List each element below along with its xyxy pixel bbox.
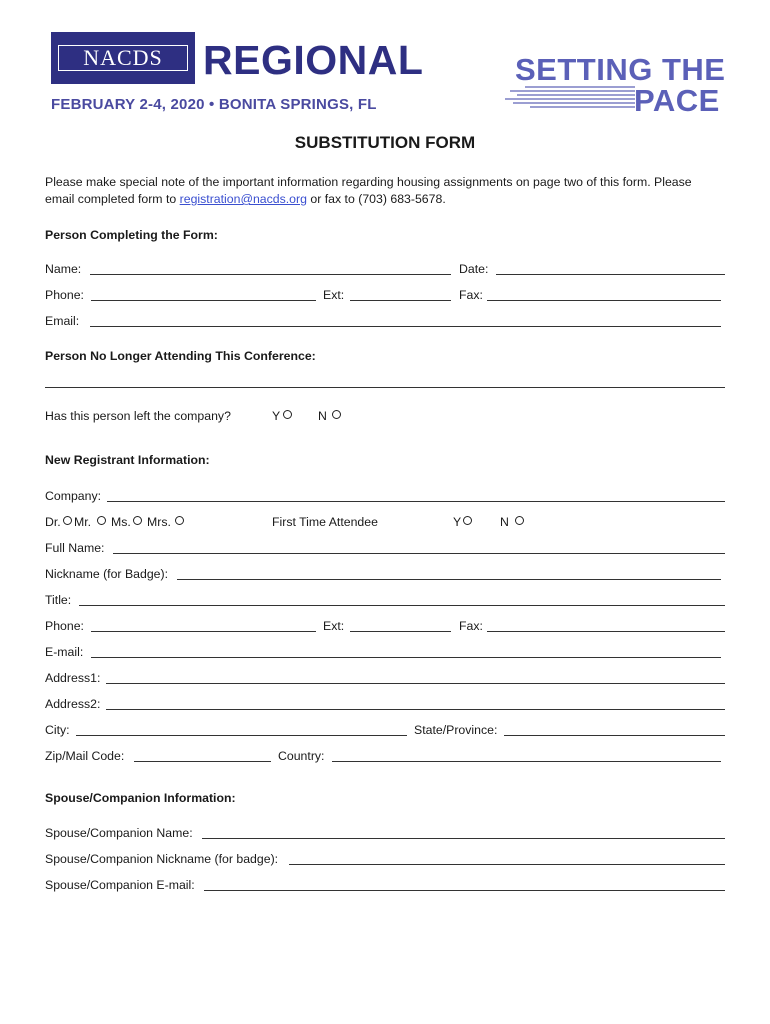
left-company-yes-radio[interactable] [283, 410, 292, 419]
event-dates-location: FEBRUARY 2-4, 2020 • BONITA SPRINGS, FL [51, 96, 377, 113]
speed-lines-graphic [505, 84, 640, 112]
zip-field[interactable] [134, 761, 271, 762]
section-heading-no-longer: Person No Longer Attending This Conference: [45, 349, 316, 363]
intro-prefix: email completed form to [45, 192, 180, 206]
state-label: State/Province: [414, 723, 498, 737]
country-label: Country: [278, 749, 325, 763]
address1-field[interactable] [106, 683, 725, 684]
address2-label: Address2: [45, 697, 101, 711]
phone-field[interactable] [91, 300, 316, 301]
left-company-no-radio[interactable] [332, 410, 341, 419]
intro-suffix: or fax to (703) 683-5678. [306, 192, 446, 206]
title-label: Title: [45, 593, 72, 607]
first-time-yes-radio[interactable] [463, 516, 472, 525]
mrs-label: Mrs. [147, 515, 171, 529]
left-company-question: Has this person left the company? [45, 409, 231, 423]
first-time-no-label: N [500, 515, 509, 529]
fax-label: Fax: [459, 288, 483, 302]
form-title: SUBSTITUTION FORM [294, 133, 476, 152]
city-field[interactable] [76, 735, 407, 736]
title-field[interactable] [79, 605, 725, 606]
dr-label: Dr. [45, 515, 61, 529]
new-ext-field[interactable] [350, 631, 451, 632]
email-label: Email: [45, 314, 80, 328]
company-label: Company: [45, 489, 102, 503]
mr-radio[interactable] [97, 516, 106, 525]
country-field[interactable] [332, 761, 721, 762]
spouse-nickname-label: Spouse/Companion Nickname (for badge): [45, 852, 279, 866]
spouse-nickname-field[interactable] [289, 864, 725, 865]
new-fax-label: Fax: [459, 619, 483, 633]
intro-line1: Please make special note of the important information regarding housing assignments on page two of this form. Please [45, 175, 692, 189]
section-heading-new-registrant: New Registrant Information: [45, 453, 210, 467]
new-email-field[interactable] [91, 657, 721, 658]
company-field[interactable] [107, 501, 725, 502]
date-field[interactable] [496, 274, 725, 275]
full-name-field[interactable] [113, 553, 725, 554]
first-time-no-radio[interactable] [515, 516, 524, 525]
fax-field[interactable] [487, 300, 721, 301]
no-longer-attending-field[interactable] [45, 387, 725, 388]
intro-line2 [45, 192, 446, 206]
new-ext-label: Ext: [323, 619, 345, 633]
city-label: City: [45, 723, 70, 737]
ext-label: Ext: [323, 288, 345, 302]
date-label: Date: [459, 262, 489, 276]
name-field[interactable] [90, 274, 451, 275]
new-phone-label: Phone: [45, 619, 84, 633]
spouse-name-label: Spouse/Companion Name: [45, 826, 193, 840]
ext-field[interactable] [350, 300, 451, 301]
section-heading-spouse: Spouse/Companion Information: [45, 791, 236, 805]
full-name-label: Full Name: [45, 541, 105, 555]
nickname-field[interactable] [177, 579, 721, 580]
spouse-name-field[interactable] [202, 838, 725, 839]
email-field[interactable] [90, 326, 721, 327]
tagline-line1: SETTING THE [515, 52, 726, 87]
registration-email-link[interactable]: registration@nacds.org [179, 192, 307, 206]
left-company-no-label: N [318, 409, 327, 423]
left-company-yes-label: Y [272, 409, 281, 423]
state-field[interactable] [504, 735, 725, 736]
phone-label: Phone: [45, 288, 84, 302]
spouse-email-field[interactable] [204, 890, 725, 891]
first-time-attendee-label: First Time Attendee [272, 515, 378, 529]
event-name: REGIONAL [203, 37, 424, 83]
address1-label: Address1: [45, 671, 101, 685]
dr-radio[interactable] [63, 516, 72, 525]
address2-field[interactable] [106, 709, 725, 710]
mr-label: Mr. [74, 515, 92, 529]
nickname-label: Nickname (for Badge): [45, 567, 169, 581]
new-email-label: E-mail: [45, 645, 84, 659]
nacds-logo-text: NACDS [58, 45, 188, 71]
new-phone-field[interactable] [91, 631, 316, 632]
new-fax-field[interactable] [487, 631, 725, 632]
ms-label: Ms. [111, 515, 131, 529]
ms-radio[interactable] [133, 516, 142, 525]
tagline-line2: PACE [634, 83, 720, 118]
first-time-yes-label: Y [453, 515, 462, 529]
spouse-email-label: Spouse/Companion E-mail: [45, 878, 195, 892]
mrs-radio[interactable] [175, 516, 184, 525]
name-label: Name: [45, 262, 82, 276]
zip-label: Zip/Mail Code: [45, 749, 125, 763]
section-heading-completing: Person Completing the Form: [45, 228, 218, 242]
